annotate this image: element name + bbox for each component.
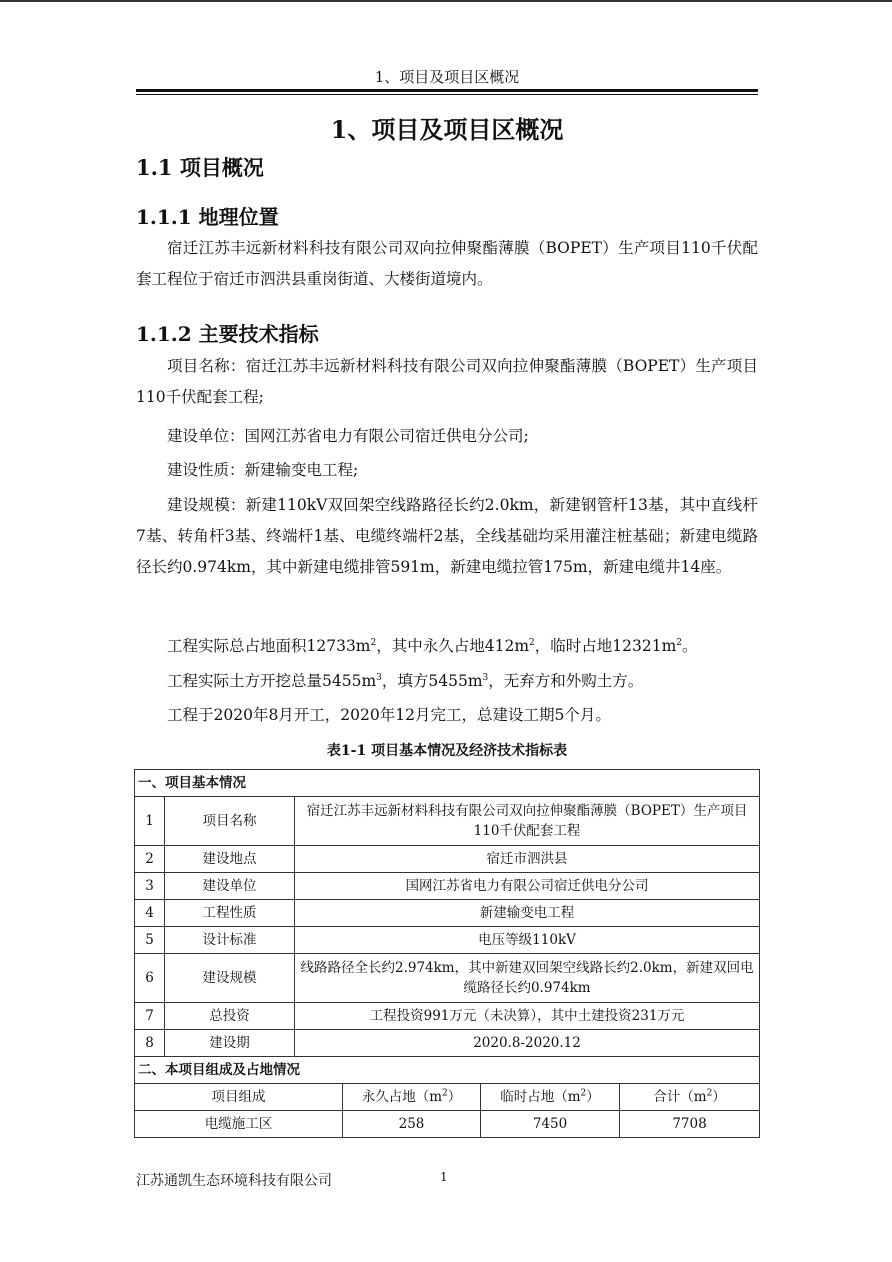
table-row-no: 6 xyxy=(135,954,165,1003)
construction-unit-paragraph: 建设单位：国网江苏省电力有限公司宿迁供电分公司; xyxy=(167,427,529,445)
table-row-value: 国网江苏省电力有限公司宿迁供电分公司 xyxy=(295,873,760,900)
project-info-table xyxy=(134,769,760,1138)
construction-nature-paragraph: 建设性质：新建输变电工程; xyxy=(167,461,359,479)
table-section-basic: 一、项目基本情况 xyxy=(135,770,760,797)
table-row-value: 工程投资991万元（未决算），其中土建投资231万元 xyxy=(295,1003,760,1030)
table-row-label: 总投资 xyxy=(165,1003,295,1030)
header-rule-thick xyxy=(136,89,758,92)
earthwork-paragraph: 工程实际土方开挖总量$5455m^3$，填方$5455m^3$，无弃方和外购土方。 xyxy=(167,672,644,690)
section-heading: 1.1 项目概况 xyxy=(136,155,264,180)
table-row-no: 1 xyxy=(135,797,165,846)
table-row-label: 建设单位 xyxy=(165,873,295,900)
table-section-land: 二、本项目组成及占地情况 xyxy=(135,1057,760,1084)
land-header-total: 合计$(m^2)$ xyxy=(620,1084,760,1111)
table-row-label: 建设期 xyxy=(165,1030,295,1057)
table-row-value: 新建输变电工程 xyxy=(295,900,760,927)
table-row-no: 5 xyxy=(135,927,165,954)
subsection-heading-indicators: 1.1.2 主要技术指标 xyxy=(136,322,319,346)
table-row-label: 建设规模 xyxy=(165,954,295,1003)
table-row-value: 线路路径全长约2.974km，其中新建双回架空线路长约2.0km，新建双回电缆路径长约0.974km xyxy=(295,954,760,1003)
table-row-value: 宿迁市泗洪县 xyxy=(295,846,760,873)
schedule-paragraph: 工程于2020年8月开工，2020年12月完工，总建设工期5个月。 xyxy=(167,706,611,724)
table-row-value: 宿迁江苏丰远新材料科技有限公司双向拉伸聚酯薄膜（BOPET）生产项目110千伏配套工程 xyxy=(295,797,760,846)
table-row-no: 2 xyxy=(135,846,165,873)
table-row-no: 3 xyxy=(135,873,165,900)
land-row-total: 7708 xyxy=(620,1111,760,1138)
table-row-label: 设计标准 xyxy=(165,927,295,954)
construction-scale-paragraph: 建设规模：新建110kV双回架空线路路径长约2.0km，新建钢管杆13基，其中直线杆7基、转角杆3基、终端杆1基、电缆终端杆2基，全线基础均采用灌注桩基础；新建电缆路径长约0.974km，其中新建电缆排管591m，新建电缆拉管175m，新建电缆井14座。 xyxy=(136,496,758,576)
header-rule-thin xyxy=(136,94,758,95)
location-paragraph: 宿迁江苏丰远新材料科技有限公司双向拉伸聚酯薄膜（BOPET）生产项目110千伏配套工程位于宿迁市泗洪县重岗街道、大楼街道境内。 xyxy=(136,239,758,288)
table-row-no: 8 xyxy=(135,1030,165,1057)
footer-organization: 江苏通凯生态环境科技有限公司 xyxy=(136,1173,332,1189)
table-row-label: 工程性质 xyxy=(165,900,295,927)
subsection-heading-location: 1.1.1 地理位置 xyxy=(136,205,279,229)
land-header-composition: 项目组成 xyxy=(135,1084,343,1111)
table-row-no: 7 xyxy=(135,1003,165,1030)
land-header-temporary: 临时占地$(m^2)$ xyxy=(481,1084,620,1111)
land-row-name: 电缆施工区 xyxy=(135,1111,343,1138)
page-top-border xyxy=(0,0,892,2)
land-row-permanent: 258 xyxy=(343,1111,481,1138)
table-row-value: 2020.8-2020.12 xyxy=(295,1030,760,1057)
table-caption: 表1-1 项目基本情况及经济技术指标表 xyxy=(326,743,568,759)
land-area-paragraph: 工程实际总占地面积$12733m^2$，其中永久占地$412m^2$，临时占地$12321m^2$。 xyxy=(167,637,698,655)
table-row-label: 建设地点 xyxy=(165,846,295,873)
chapter-title: 1、项目及项目区概况 xyxy=(330,115,564,144)
running-header: 1、项目及项目区概况 xyxy=(374,68,520,86)
land-row-temporary: 7450 xyxy=(481,1111,620,1138)
table-row-no: 4 xyxy=(135,900,165,927)
table-row-label: 项目名称 xyxy=(165,797,295,846)
land-header-permanent: 永久占地$(m^2)$ xyxy=(343,1084,481,1111)
footer-page-number: 1 xyxy=(440,1170,448,1184)
table-row-value: 电压等级110kV xyxy=(295,927,760,954)
project-name-paragraph: 项目名称：宿迁江苏丰远新材料科技有限公司双向拉伸聚酯薄膜（BOPET）生产项目110千伏配套工程; xyxy=(136,357,758,406)
